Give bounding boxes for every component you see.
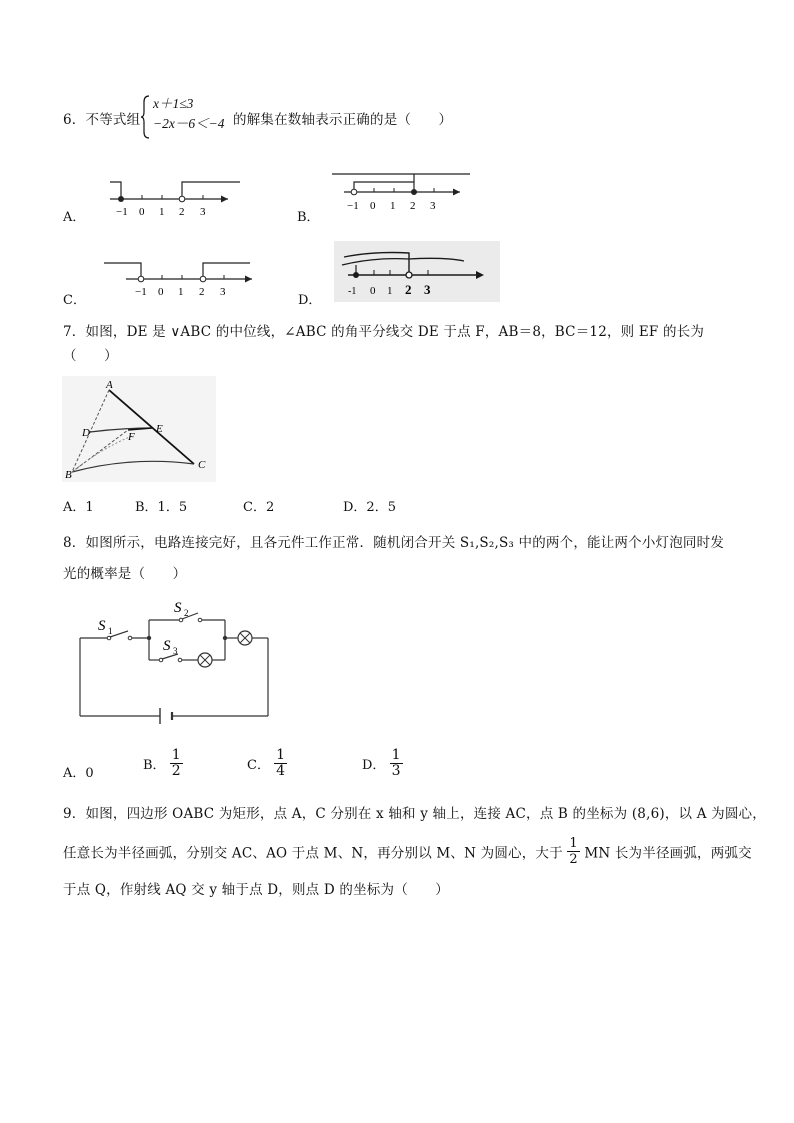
switch-subscript: 1: [108, 626, 113, 636]
q9-line2: 任意长为半径画弧，分别交 AC、AO 于点 M、N，再分别以 M、N 为圆心，大于 $\frac{1}{2}$ MN 长为半径画弧，两弧交: [63, 836, 752, 867]
q6-inequality-2: −2x－6＜−4: [153, 116, 225, 131]
point-label: F: [128, 431, 135, 443]
tick-label: 0: [370, 285, 376, 297]
q8-circuit-diagram: [72, 596, 277, 724]
tick-label: −1: [116, 206, 128, 218]
q7-option-d: D．2．5: [343, 500, 396, 515]
switch-subscript: 3: [173, 646, 178, 656]
switch-label: S: [174, 600, 182, 616]
q7-triangle-diagram: [62, 376, 216, 482]
switch-label: S: [163, 638, 171, 654]
q7-text-line2: （ ）: [63, 348, 118, 364]
tick-label: 3: [424, 282, 431, 297]
point-label: C: [198, 459, 206, 471]
q7-option-c: C．2: [243, 500, 275, 515]
q6-option-b-numberline: [330, 168, 475, 216]
q9-line3: 于点 Q，作射线 AQ 交 y 轴于点 D，则点 D 的坐标为（ ）: [63, 882, 449, 898]
q6-inequality-1: x＋1≤3: [153, 96, 194, 111]
point-label: E: [156, 423, 163, 435]
q8-option-c: C． $\frac{1}{4}$: [247, 747, 286, 779]
q6-option-c-numberline: [100, 255, 260, 303]
q7-text-line1: 7．如图，DE 是 ∨ABC 的中位线，∠ABC 的角平分线交 DE 于点 F，AB＝8，BC＝12，则 EF 的长为: [63, 324, 705, 340]
q8-option-d: D． $\frac{1}{3}$: [362, 747, 401, 779]
q6-prefix: 6．不等式组: [63, 112, 141, 128]
tick-label: 3: [200, 206, 206, 218]
q6-option-d-numberline: [334, 241, 500, 302]
q6-option-d-photo: [334, 241, 500, 302]
tick-label: 0: [370, 200, 376, 212]
q8-text-line2: 光的概率是（ ）: [63, 566, 187, 582]
tick-label: 2: [410, 200, 416, 212]
tick-label: 1: [178, 286, 184, 298]
q6-option-c-label: C．: [63, 293, 86, 308]
q6-option-a-label: A．: [63, 210, 86, 225]
switch-label: S: [98, 618, 106, 634]
q8-text-line1: 8．如图所示，电路连接完好，且各元件工作正常．随机闭合开关 S₁,S₂,S₃ 中的两个，能让两个小灯泡同时发: [63, 535, 725, 551]
tick-label: 2: [405, 282, 412, 297]
q6-option-d-label: D．: [298, 293, 322, 308]
tick-label: 1: [387, 285, 393, 297]
q6-suffix: 的解集在数轴表示正确的是（ ）: [233, 112, 453, 128]
q7-option-b: B．1．5: [135, 500, 188, 515]
q7-figure: [62, 376, 216, 482]
brace-icon: [141, 94, 151, 140]
tick-label: 1: [159, 206, 165, 218]
tick-label: −1: [347, 200, 359, 212]
switch-subscript: 2: [184, 608, 189, 618]
tick-label: 3: [430, 200, 436, 212]
q8-option-a: A．0: [63, 766, 94, 781]
q9-line1: 9．如图，四边形 OABC 为矩形，点 A，C 分别在 x 轴和 y 轴上，连接 AC，点 B 的坐标为 (8,6)，以 A 为圆心，: [63, 806, 766, 822]
q6-option-a-numberline: [102, 172, 242, 220]
tick-label: −1: [135, 286, 147, 298]
point-label: A: [106, 379, 113, 391]
tick-label: 2: [199, 286, 205, 298]
q6-option-b-label: B．: [297, 210, 320, 225]
q8-option-b: B． $\frac{1}{2}$: [143, 747, 181, 779]
q7-option-a: A．1: [63, 500, 94, 515]
tick-label: 0: [139, 206, 145, 218]
tick-label: -1: [348, 286, 357, 297]
point-label: B: [65, 469, 72, 481]
tick-label: 1: [390, 200, 396, 212]
tick-label: 2: [179, 206, 185, 218]
tick-label: 0: [158, 286, 164, 298]
point-label: D: [82, 427, 90, 439]
tick-label: 3: [220, 286, 226, 298]
